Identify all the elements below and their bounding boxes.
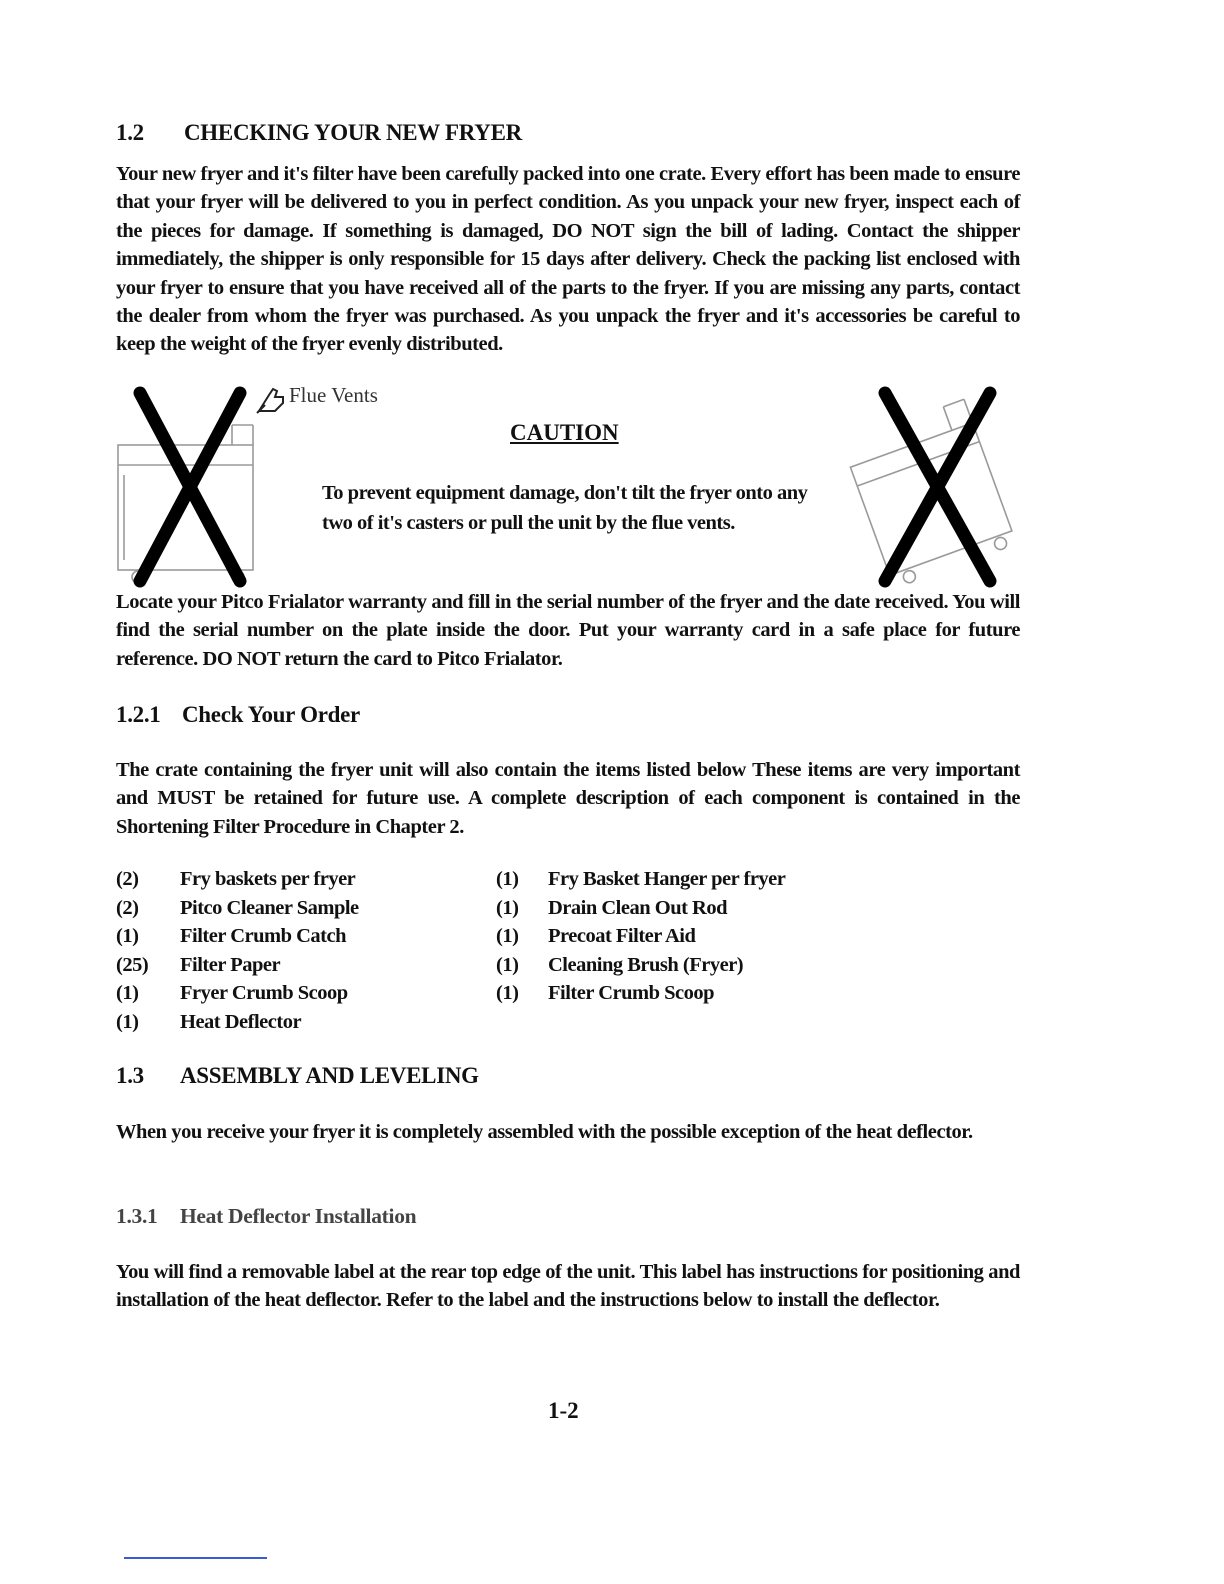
warranty-paragraph: Locate your Pitco Frialator warranty and fill in the serial number of the fryer and the date received. You will find the serial number on the plate inside the door. Put your warranty card in a safe place for future reference. DO NOT return the card to Pitco Frialator. bbox=[116, 591, 1020, 670]
intro-paragraph: Your new fryer and it's filter have been carefully packed into one crate. Every effort has been made to ensure that your fryer will be delivered to you in perfect condition. As you unpack your new fryer, inspect each of the pieces for damage. If something is damaged, DO NOT sign the bill of lading. Contact the shipper immediately, the shipper is only responsible for 15 days after delivery. Check the packing list enclosed with your fryer to ensure that you have received all of the parts to the fryer. If you are missing any parts, contact the dealer from whom the fryer was purchased. As you unpack the fryer and it's accessories be careful to keep the weight of the fryer evenly distributed. bbox=[116, 163, 1020, 356]
hand-pointer-icon bbox=[255, 385, 287, 415]
page-number: 1-2 bbox=[548, 1398, 579, 1423]
section-heading-1-3-1 bbox=[116, 1204, 716, 1232]
section-number: 1.2.1 bbox=[116, 702, 161, 727]
assembly-paragraph: When you receive your fryer it is completely assembled with the possible exception of the heat deflector. bbox=[116, 1121, 973, 1143]
items-list-left: (2) Fry baskets per fryer (2) Pitco Cleaner Sample (1) Filter Crumb Catch (25) Filter Paper (1) Fryer Crumb Scoop (1) Heat Deflector bbox=[116, 868, 359, 1033]
crossed-out-fryer-pulled-by-flue-icon bbox=[110, 385, 270, 590]
items-list-right: (1) Fry Basket Hanger per fryer (1) Drain Clean Out Rod (1) Precoat Filter Aid (1) Cleaning Brush (Fryer) (1) Filter Crumb Scoop bbox=[496, 868, 786, 1004]
section-title: Heat Deflector Installation bbox=[180, 1204, 417, 1228]
crossed-out-tilted-fryer-icon bbox=[845, 385, 1025, 590]
caution-title: CAUTION bbox=[510, 420, 619, 445]
section-heading-1-3 bbox=[116, 1063, 716, 1091]
flue-vents-label: Flue Vents bbox=[289, 383, 378, 407]
section-title: Check Your Order bbox=[182, 702, 360, 727]
section-number: 1.3 bbox=[116, 1063, 144, 1088]
section-title: CHECKING YOUR NEW FRYER bbox=[184, 120, 522, 145]
caution-text: To prevent equipment damage, don't tilt the fryer onto any two of it's casters or pull the unit by the flue vents. bbox=[322, 482, 808, 534]
section-heading-1-2 bbox=[116, 120, 716, 148]
section-title: ASSEMBLY AND LEVELING bbox=[180, 1063, 479, 1088]
order-paragraph: The crate containing the fryer unit will also contain the items listed below These items are very important and MUST be retained for future use. A complete description of each component is contained in the Shortening Filter Procedure in Chapter 2. bbox=[116, 759, 1020, 838]
section-heading-1-2-1 bbox=[116, 702, 716, 730]
section-number: 1.3.1 bbox=[116, 1204, 158, 1228]
section-number: 1.2 bbox=[116, 120, 144, 145]
footer-rule bbox=[124, 1557, 267, 1559]
deflector-paragraph: You will find a removable label at the rear top edge of the unit. This label has instructions for positioning and installation of the heat deflector. Refer to the label and the instructions below to install the deflector. bbox=[116, 1261, 1020, 1312]
